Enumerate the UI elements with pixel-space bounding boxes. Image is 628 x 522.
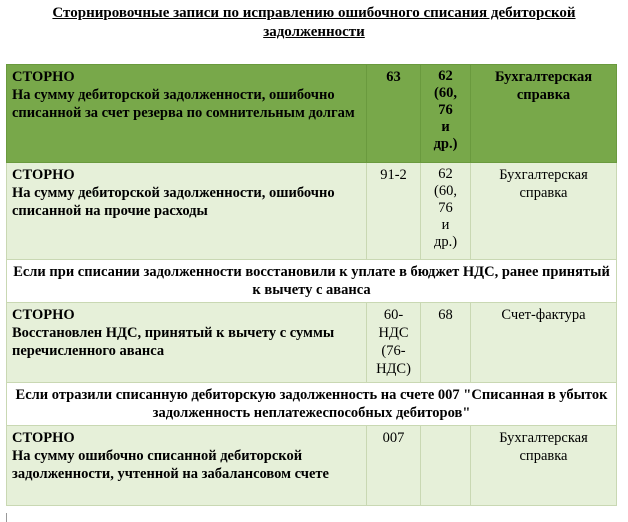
title-line-1: Сторнировочные записи по исправлению ошибочного списания дебиторской (52, 5, 576, 21)
table-row (7, 426, 617, 506)
section-note: Если отразили списанную дебиторскую задолженность на счете 007 "Списанная в убыток задолженность неплатежеспособных дебиторов" (7, 383, 617, 426)
page-title (0, 4, 628, 42)
table-row (7, 260, 617, 303)
credit-account: 68 (421, 303, 471, 383)
debit-account: 007 (367, 426, 421, 506)
table-row (7, 65, 617, 163)
storno-label: СТОРНО (12, 167, 75, 183)
entry-text: На сумму дебиторской задолженности, ошибочно списанной за счет резерва по сомнительным долгам (12, 87, 355, 121)
table-row (7, 303, 617, 383)
storno-label: СТОРНО (12, 430, 75, 446)
entry-text: Восстановлен НДС, принятый к вычету с суммы перечисленного аванса (12, 325, 335, 359)
supporting-document: Бухгалтерская справка (471, 65, 617, 163)
supporting-document: Счет-фактура (471, 303, 617, 383)
entry-description (7, 163, 367, 260)
title-line-2: задолженности (263, 24, 365, 40)
supporting-document: Бухгалтерская справка (471, 163, 617, 260)
section-note: Если при списании задолженности восстановили к уплате в бюджет НДС, ранее принятый к вычету с аванса (7, 260, 617, 303)
entry-text: На сумму дебиторской задолженности, ошибочно списанной на прочие расходы (12, 185, 335, 219)
table-row (7, 163, 617, 260)
debit-account: 91-2 (367, 163, 421, 260)
entry-description (7, 426, 367, 506)
supporting-document: Бухгалтерская справка (471, 426, 617, 506)
entry-text: На сумму ошибочно списанной дебиторской задолженности, учтенной на забалансовом счете (12, 448, 329, 482)
entry-description (7, 303, 367, 383)
table-row (7, 383, 617, 426)
credit-account: 62 (60, 76 и др.) (421, 65, 471, 163)
entry-description (7, 65, 367, 163)
storno-label: СТОРНО (12, 307, 75, 323)
debit-account: 63 (367, 65, 421, 163)
divider (6, 513, 7, 522)
storno-label: СТОРНО (12, 69, 75, 85)
storno-table (6, 64, 617, 506)
credit-account (421, 426, 471, 506)
credit-account: 62 (60, 76 и др.) (421, 163, 471, 260)
debit-account: 60- НДС (76- НДС) (367, 303, 421, 383)
